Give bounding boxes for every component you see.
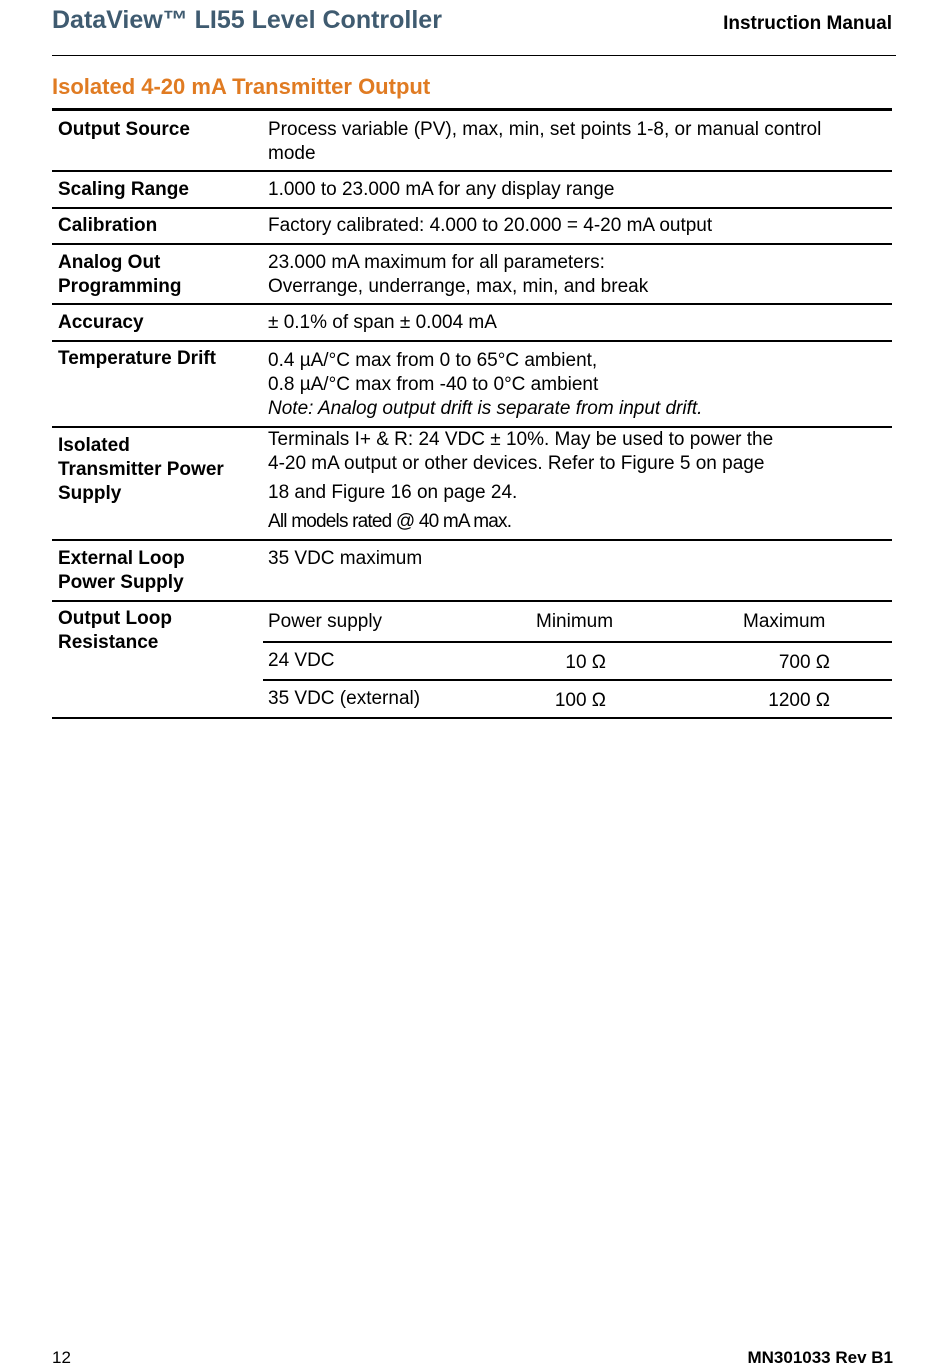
temperature-drift-value-line1: 0.4 µA/°C max from 0 to 65°C ambient, (268, 350, 598, 371)
analog-out-label-line2: Programming (58, 276, 182, 297)
row-divider (52, 600, 892, 602)
page-number: 12 (52, 1348, 71, 1367)
subtable-divider (263, 679, 892, 681)
resistance-header-maximum: Maximum (743, 611, 826, 632)
row-divider (52, 340, 892, 342)
external-loop-label-line2: Power Supply (58, 572, 184, 593)
row-divider (52, 243, 892, 245)
row-divider (52, 170, 892, 172)
section-title: Isolated 4-20 mA Transmitter Output (52, 74, 431, 99)
resistance-header-power-supply: Power supply (268, 611, 383, 632)
external-loop-label-line1: External Loop (58, 548, 185, 569)
analog-out-value-line1: 23.000 mA maximum for all parameters: (268, 252, 605, 273)
table-bottom-border (52, 717, 892, 719)
isolated-power-value-line3: 18 and Figure 16 on page 24. (268, 482, 518, 503)
output-loop-label-line2: Resistance (58, 632, 159, 653)
accuracy-label: Accuracy (58, 312, 144, 333)
document-code: MN301033 Rev B1 (747, 1348, 893, 1367)
output-source-label: Output Source (58, 119, 190, 140)
resistance-row1-minimum: 10 Ω (565, 652, 606, 673)
output-source-value-line2: mode (268, 143, 316, 164)
temperature-drift-note: Note: Analog output drift is separate from input drift. (268, 398, 703, 419)
temperature-drift-value-line2: 0.8 µA/°C max from -40 to 0°C ambient (268, 374, 599, 395)
row-divider (52, 207, 892, 209)
resistance-row2-supply: 35 VDC (external) (268, 688, 421, 709)
resistance-row2-minimum: 100 Ω (554, 690, 606, 711)
isolated-power-label-line2: Transmitter Power (58, 459, 224, 480)
output-source-value-line1: Process variable (PV), max, min, set points 1-8, or manual control (268, 119, 822, 140)
calibration-label: Calibration (58, 215, 158, 236)
analog-out-label-line1: Analog Out (58, 252, 161, 273)
document-title: DataView™ LI55 Level Controller (52, 6, 442, 34)
isolated-power-value-line2: 4-20 mA output or other devices. Refer to Figure 5 on page (268, 453, 765, 474)
isolated-power-value-line4: All models rated @ 40 mA max. (268, 511, 512, 532)
isolated-power-label-line1: Isolated (58, 435, 130, 456)
isolated-power-label-line3: Supply (58, 483, 122, 504)
document-type: Instruction Manual (723, 13, 892, 34)
calibration-value: Factory calibrated: 4.000 to 20.000 = 4-20 mA output (268, 215, 713, 236)
scaling-range-label: Scaling Range (58, 179, 189, 200)
subtable-divider (263, 641, 892, 643)
scaling-range-value: 1.000 to 23.000 mA for any display range (268, 179, 615, 200)
resistance-row1-maximum: 700 Ω (778, 652, 830, 673)
external-loop-value: 35 VDC maximum (268, 548, 423, 569)
header-divider (52, 55, 896, 56)
resistance-row2-maximum: 1200 Ω (768, 690, 830, 711)
analog-out-value-line2: Overrange, underrange, max, min, and break (268, 276, 649, 297)
output-loop-label-line1: Output Loop (58, 608, 172, 629)
section-divider (52, 108, 892, 111)
resistance-header-minimum: Minimum (536, 611, 614, 632)
row-divider (52, 539, 892, 541)
temperature-drift-label: Temperature Drift (58, 348, 217, 369)
isolated-power-value-line1: Terminals I+ & R: 24 VDC ± 10%. May be used to power the (268, 429, 774, 450)
resistance-row1-supply: 24 VDC (268, 650, 335, 671)
accuracy-value: ± 0.1% of span ± 0.004 mA (268, 312, 497, 333)
row-divider (52, 303, 892, 305)
